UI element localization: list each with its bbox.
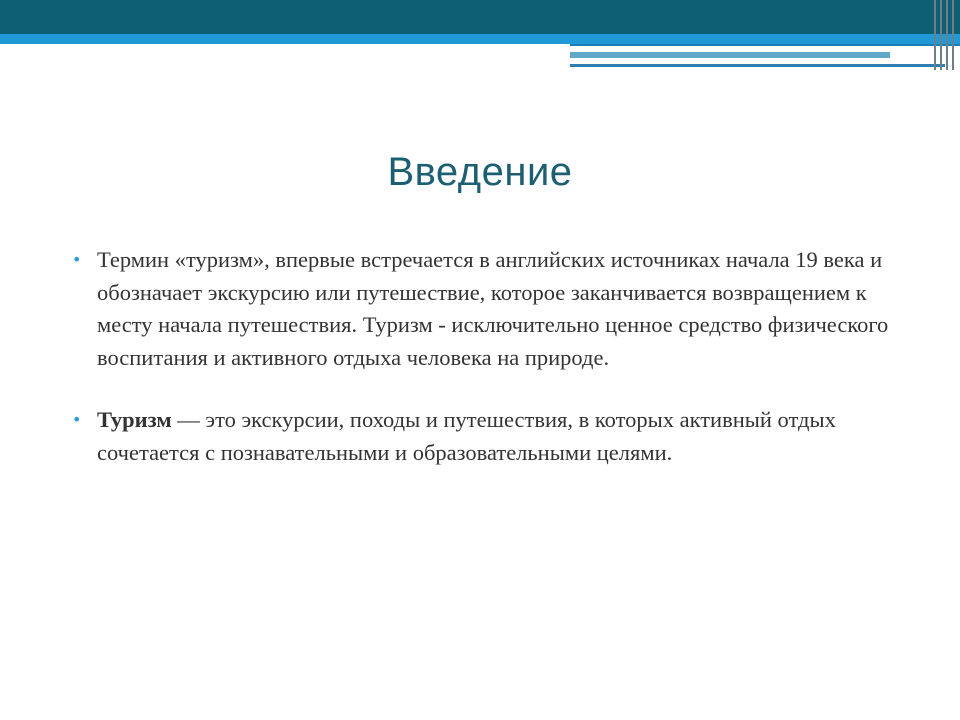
bullet-icon: • <box>72 410 82 429</box>
bullet-item <box>72 244 892 374</box>
slide-title: Введение <box>387 150 573 194</box>
header-accent-bar <box>570 52 890 58</box>
header-accent-line <box>570 44 960 46</box>
slide-body <box>72 244 892 499</box>
header-accent-line-lower <box>570 64 945 67</box>
bullet-icon: • <box>72 250 82 269</box>
bullet-text: Термин «туризм», впервые встречается в английских источниках начала 19 века и обозначает экскурсию или путешествие, которое заканчивается возвращением к месту начала путешествия. Туризм - исключительно ценное средство физического воспитания и активного отдыха человека на природе. <box>97 247 889 370</box>
bullet-term: Туризм <box>97 407 172 432</box>
bullet-item <box>72 404 892 469</box>
header-dark-band <box>0 0 960 34</box>
bullet-text: — это экскурсии, походы и путешествия, в которых активный отдых сочетается с познавательными и образовательными целями. <box>97 407 836 465</box>
header-stripes <box>930 0 960 70</box>
header-blue-band <box>0 34 960 44</box>
